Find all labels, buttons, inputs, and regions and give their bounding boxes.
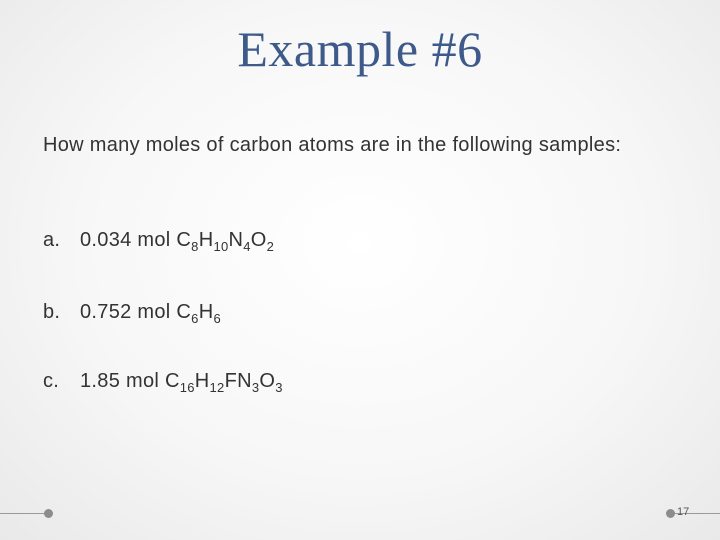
item-amount: 0.752 mol: [80, 301, 171, 323]
item-letter: b.: [43, 301, 61, 323]
slide-title: Example #6: [237, 21, 483, 77]
footer-divider-left: [0, 513, 48, 514]
item-letter: a.: [43, 229, 61, 251]
chemical-formula: $C_8H_{10}N_4O_2$: [176, 229, 275, 254]
question-text: How many moles of carbon atoms are in the following samples:: [43, 134, 622, 156]
page-number: 17: [677, 506, 690, 518]
item-amount: 1.85 mol: [80, 370, 160, 392]
chemical-formula: $C_{16}H_{12}FN_3O_3$: [164, 370, 283, 395]
footer-dot-right: [666, 509, 675, 518]
list-item-b: [43, 301, 221, 324]
item-amount: 0.034 mol: [80, 229, 171, 251]
footer-dot-left: [44, 509, 53, 518]
item-letter: c.: [43, 370, 60, 392]
chemical-formula: $C_6H_6$: [176, 301, 221, 326]
list-item-a: [43, 229, 274, 252]
list-item-c: [43, 370, 283, 393]
